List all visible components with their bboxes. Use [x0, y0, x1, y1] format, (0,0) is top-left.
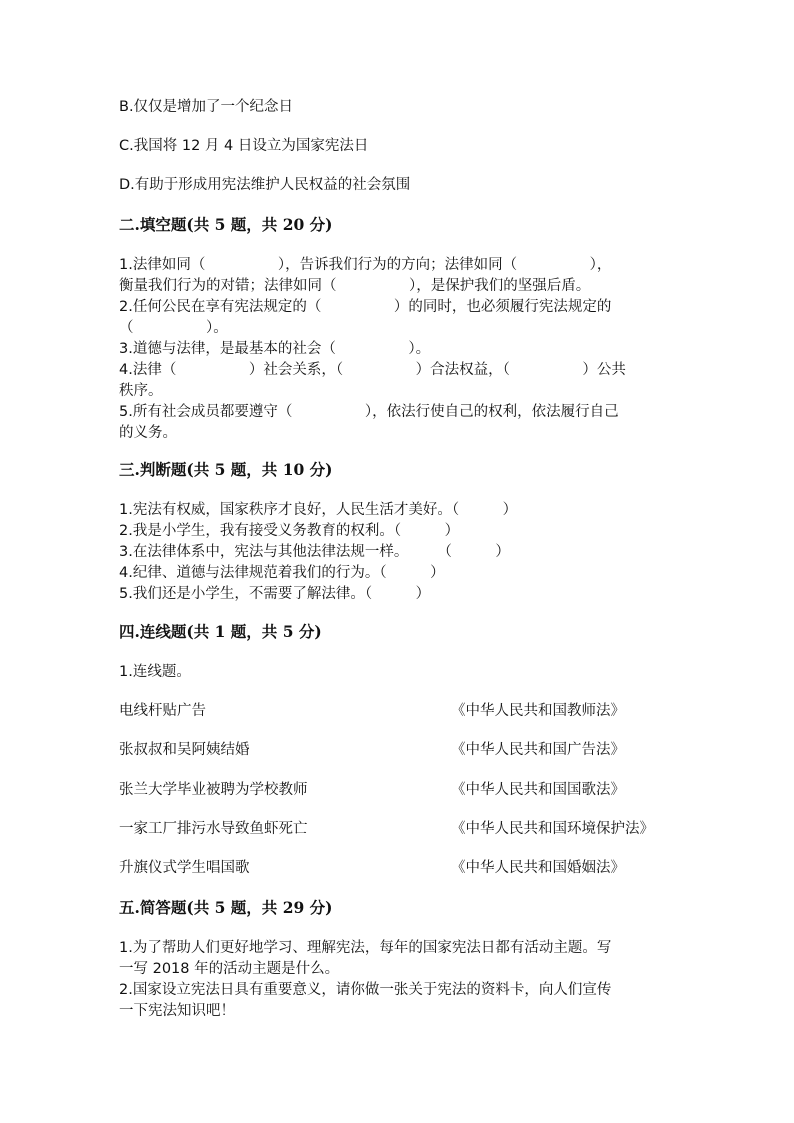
fill-blank-line: 5.所有社会成员都要遵守（ ），依法行使自己的权利，依法履行自己	[119, 404, 619, 420]
fill-blank-line: （ ）。	[119, 320, 228, 336]
matching-left-item: 张叔叔和吴阿姨结婚	[119, 742, 250, 758]
section-heading-matching: 四.连线题(共 1 题，共 5 分)	[119, 622, 322, 641]
matching-right-item: 《中华人民共和国婚姻法》	[451, 860, 625, 876]
true-false-line: 5.我们还是小学生，不需要了解法律。（ ）	[119, 586, 431, 602]
fill-blank-line: 的义务。	[119, 425, 177, 441]
matching-right-item: 《中华人民共和国国歌法》	[451, 782, 625, 798]
true-false-line: 3.在法律体系中，宪法与其他法律法规一样。 （ ）	[119, 544, 510, 560]
section-heading-fill-blank: 二.填空题(共 5 题，共 20 分)	[119, 215, 333, 234]
fill-blank-line: 3.道德与法律，是最基本的社会（ ）。	[119, 341, 431, 357]
matching-question: 1.连线题。	[119, 664, 191, 680]
matching-left-item: 升旗仪式学生唱国歌	[119, 860, 250, 876]
matching-right-item: 《中华人民共和国广告法》	[451, 742, 625, 758]
true-false-line: 4.纪律、道德与法律规范着我们的行为。（ ）	[119, 565, 445, 581]
matching-right-item: 《中华人民共和国教师法》	[451, 703, 625, 719]
fill-blank-line: 2.任何公民在享有宪法规定的（ ）的同时，也必须履行宪法规定的	[119, 299, 612, 315]
true-false-line: 1.宪法有权威，国家秩序才良好，人民生活才美好。（ ）	[119, 502, 518, 518]
section-heading-short-answer: 五.简答题(共 5 题，共 29 分)	[119, 898, 333, 917]
section-heading-true-false: 三.判断题(共 5 题，共 10 分)	[119, 460, 333, 479]
matching-left-item: 一家工厂排污水导致鱼虾死亡	[119, 821, 308, 837]
fill-blank-line: 1.法律如同（ ），告诉我们行为的方向；法律如同（ ），	[119, 257, 612, 273]
short-answer-line: 1.为了帮助人们更好地学习、理解宪法，每年的国家宪法日都有活动主题。写	[119, 940, 612, 956]
option-b: B.仅仅是增加了一个纪念日	[119, 99, 294, 115]
fill-blank-line: 4.法律（ ）社会关系，（ ）合法权益，（ ）公共	[119, 362, 626, 378]
short-answer-line: 一写 2018 年的活动主题是什么。	[119, 961, 340, 977]
fill-blank-line: 秩序。	[119, 383, 163, 399]
matching-left-item: 张兰大学毕业被聘为学校教师	[119, 782, 308, 798]
option-c: C.我国将 12 月 4 日设立为国家宪法日	[119, 138, 369, 154]
short-answer-line: 一下宪法知识吧！	[119, 1003, 235, 1019]
short-answer-line: 2.国家设立宪法日具有重要意义，请你做一张关于宪法的资料卡，向人们宣传	[119, 982, 612, 998]
option-d: D.有助于形成用宪法维护人民权益的社会氛围	[119, 177, 411, 193]
matching-left-item: 电线杆贴广告	[119, 703, 206, 719]
true-false-line: 2.我是小学生，我有接受义务教育的权利。（ ）	[119, 523, 460, 539]
matching-right-item: 《中华人民共和国环境保护法》	[451, 821, 654, 837]
fill-blank-line: 衡量我们行为的对错；法律如同（ ），是保护我们的坚强后盾。	[119, 278, 591, 294]
